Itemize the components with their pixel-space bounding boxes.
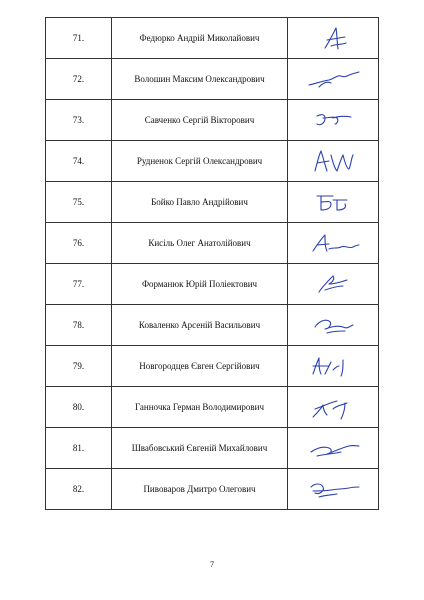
signature-cell xyxy=(288,469,379,510)
table-row xyxy=(46,305,379,346)
signature-image xyxy=(303,186,363,218)
table-row xyxy=(46,223,379,264)
signature-image xyxy=(303,432,363,464)
row-number: 77. xyxy=(46,264,112,305)
signature-cell xyxy=(288,182,379,223)
row-number: 74. xyxy=(46,141,112,182)
signature-cell xyxy=(288,264,379,305)
table-row xyxy=(46,100,379,141)
row-number: 76. xyxy=(46,223,112,264)
table-row xyxy=(46,18,379,59)
row-number: 82. xyxy=(46,469,112,510)
signature-cell xyxy=(288,387,379,428)
table-row xyxy=(46,59,379,100)
signature-image xyxy=(303,227,363,259)
signatory-name: Коваленко Арсеній Васильович xyxy=(112,305,288,346)
signature-image xyxy=(303,391,363,423)
signatory-name: Форманюк Юрій Поліектович xyxy=(112,264,288,305)
page-number: 7 xyxy=(210,560,214,569)
table-row xyxy=(46,469,379,510)
row-number: 75. xyxy=(46,182,112,223)
signature-image xyxy=(303,309,363,341)
signatory-name: Новгородцев Євген Сергійович xyxy=(112,346,288,387)
row-number: 71. xyxy=(46,18,112,59)
signature-image xyxy=(303,22,363,54)
row-number: 72. xyxy=(46,59,112,100)
signature-cell xyxy=(288,305,379,346)
signature-cell xyxy=(288,59,379,100)
signature-image xyxy=(303,268,363,300)
signature-image xyxy=(303,473,363,505)
signatory-name: Ганночка Герман Володимирович xyxy=(112,387,288,428)
table-row xyxy=(46,182,379,223)
signature-cell xyxy=(288,223,379,264)
signatory-name: Пивоваров Дмитро Олегович xyxy=(112,469,288,510)
signatures-table xyxy=(45,17,379,510)
table-row xyxy=(46,141,379,182)
signatory-name: Рудненок Сергій Олександрович xyxy=(112,141,288,182)
row-number: 78. xyxy=(46,305,112,346)
signature-image xyxy=(303,104,363,136)
signature-cell xyxy=(288,428,379,469)
signature-cell xyxy=(288,346,379,387)
row-number: 80. xyxy=(46,387,112,428)
row-number: 79. xyxy=(46,346,112,387)
signatory-name: Волошин Максим Олександрович xyxy=(112,59,288,100)
signature-image xyxy=(303,145,363,177)
table-row xyxy=(46,428,379,469)
signatory-name: Савченко Сергій Вікторович xyxy=(112,100,288,141)
signature-image xyxy=(303,63,363,95)
signatory-name: Швабовський Євгеній Михайлович xyxy=(112,428,288,469)
signature-cell xyxy=(288,141,379,182)
signature-cell xyxy=(288,100,379,141)
table-row xyxy=(46,346,379,387)
row-number: 73. xyxy=(46,100,112,141)
signatory-name: Бойко Павло Андрійович xyxy=(112,182,288,223)
signature-cell xyxy=(288,18,379,59)
signature-image xyxy=(303,350,363,382)
table-row xyxy=(46,387,379,428)
row-number: 81. xyxy=(46,428,112,469)
signatory-name: Кисіль Олег Анатолійович xyxy=(112,223,288,264)
table-row xyxy=(46,264,379,305)
signatory-name: Федюрко Андрій Миколайович xyxy=(112,18,288,59)
